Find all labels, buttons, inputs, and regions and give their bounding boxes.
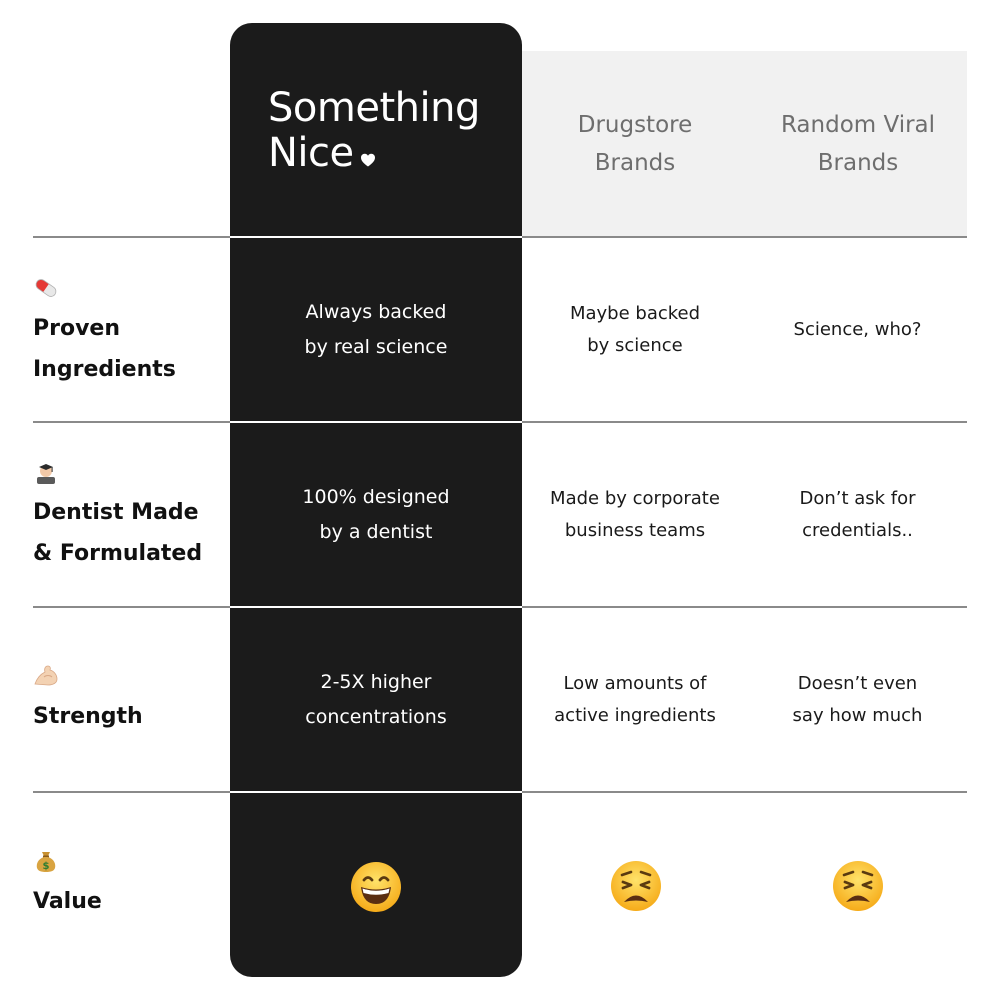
cell-viral-dentist: Don’t ask for credentials.. (799, 487, 916, 541)
brand-title-line1: Something (268, 85, 480, 131)
cell-viral-proven: Science, who? (793, 318, 922, 340)
column-header-drugstore: Drugstore Brands (577, 112, 693, 176)
cell-drugstore-dentist: Made by corporate business teams (550, 487, 720, 541)
dentist-emoji-icon (33, 460, 59, 484)
row-label-proven-ingredients (33, 276, 223, 390)
row-label-value (33, 849, 223, 922)
weary-face-emoji-icon (609, 859, 663, 913)
row-label-strength (33, 664, 223, 737)
heart-icon (360, 152, 376, 168)
row-title: Strength (33, 704, 143, 729)
cell-brand-strength: 2-5X higher concentrations (305, 670, 447, 728)
column-header-viral: Random Viral Brands (780, 112, 936, 176)
row-title: Value (33, 889, 102, 914)
svg-text:$: $ (42, 861, 50, 872)
money-bag-emoji-icon (33, 849, 59, 873)
row-title: Proven Ingredients (33, 316, 176, 382)
cell-drugstore-strength: Low amounts of active ingredients (554, 672, 716, 726)
cell-drugstore-proven: Maybe backed by science (569, 302, 701, 356)
brand-title (268, 86, 480, 176)
grinning-face-emoji-icon (349, 860, 403, 914)
brand-row-divider (230, 791, 522, 793)
brand-title-line2: Nice (268, 130, 354, 176)
cell-viral-strength: Doesn’t even say how much (792, 672, 923, 726)
cell-brand-dentist: 100% designed by a dentist (302, 485, 450, 543)
pill-emoji-icon (33, 276, 59, 300)
cell-brand-proven: Always backed by real science (304, 300, 448, 358)
flexed-biceps-emoji-icon (33, 664, 59, 688)
row-label-dentist-made (33, 460, 223, 574)
row-title: Dentist Made & Formulated (33, 500, 203, 566)
weary-face-emoji-icon (831, 859, 885, 913)
